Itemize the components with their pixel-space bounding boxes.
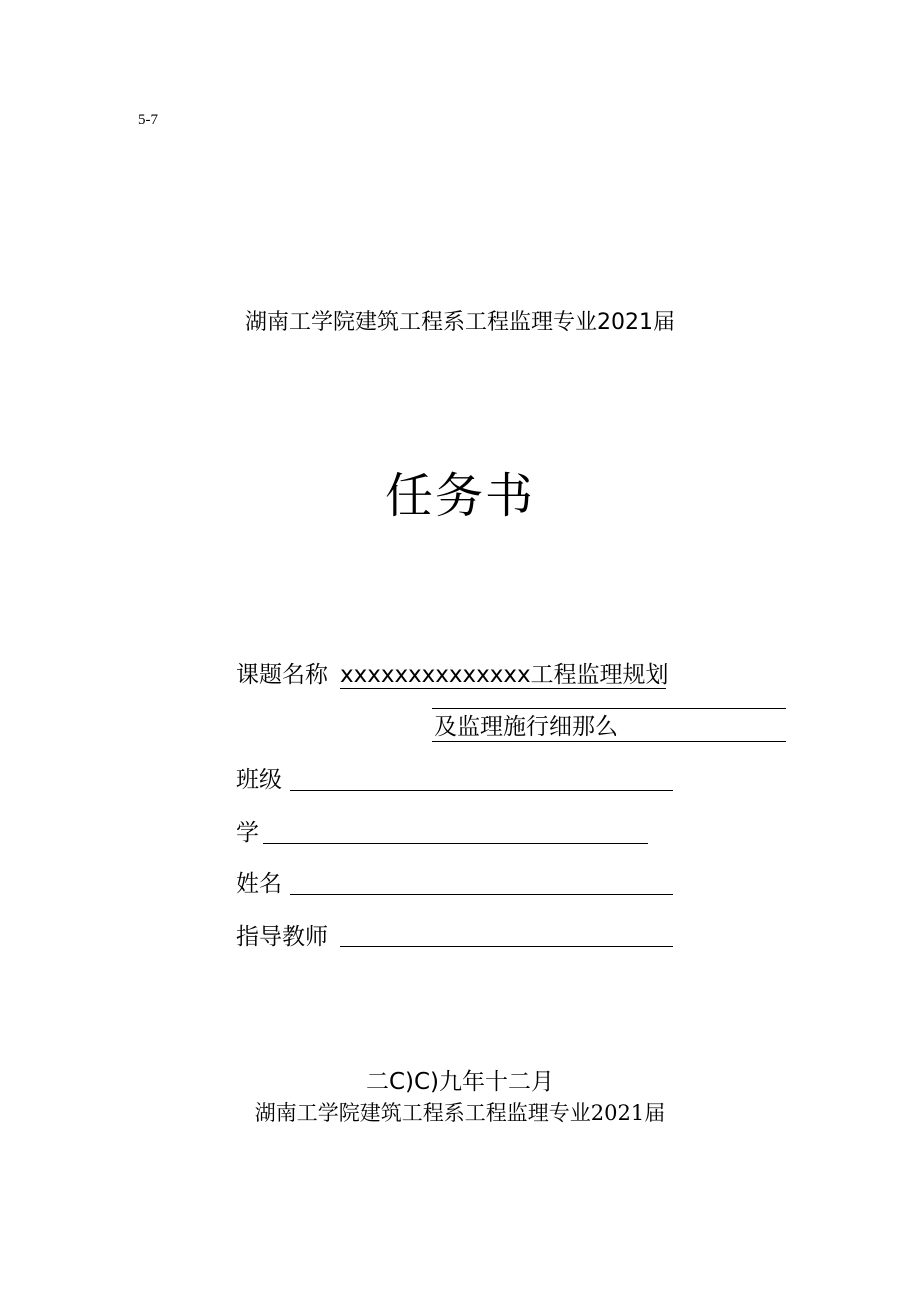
advisor-field-line [340, 946, 673, 947]
advisor-label: 指导教师 [236, 924, 328, 950]
topic-value-line1: xxxxxxxxxxxxxx工程监理规划 [340, 662, 669, 688]
topic-underline-3 [432, 741, 786, 742]
name-field-line [290, 894, 673, 895]
page-number: 5-7 [138, 112, 158, 128]
topic-label: 课题名称 [236, 662, 328, 688]
name-label: 姓名 [236, 871, 282, 897]
student-id-label: 学 [236, 820, 259, 846]
student-id-field-line [263, 843, 648, 844]
topic-value-line2: 及监理施行细那么 [434, 714, 618, 740]
footer-date: 二C)C)九年十二月 [365, 1069, 555, 1095]
topic-underline-2 [432, 708, 786, 709]
page-title: 任务书 [384, 468, 535, 524]
footer-school: 湖南工学院建筑工程系工程监理专业2021届 [254, 1101, 666, 1125]
class-field-line [290, 790, 673, 791]
class-label: 班级 [236, 767, 282, 793]
topic-underline-1 [340, 688, 666, 689]
document-header: 湖南工学院建筑工程系工程监理专业2021届 [245, 310, 675, 335]
